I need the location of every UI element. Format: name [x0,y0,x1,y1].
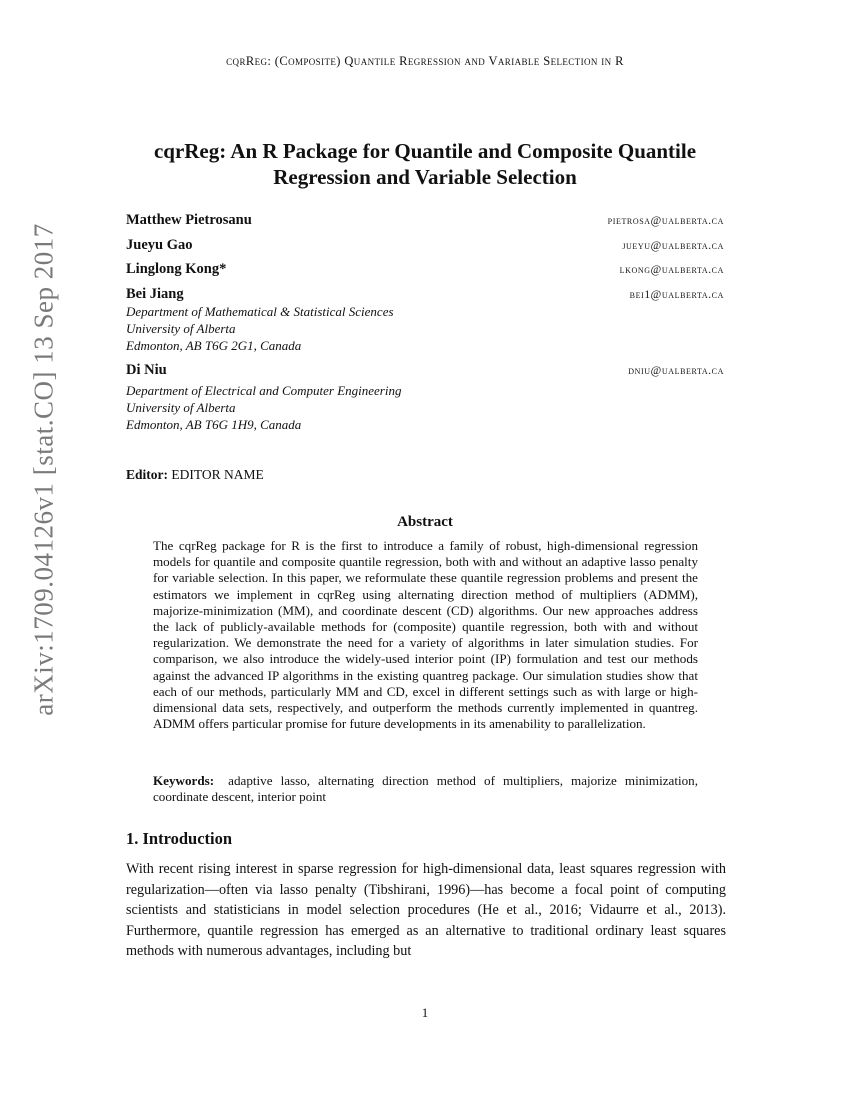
author-email[interactable]: bei1@ualberta.ca [629,289,724,301]
affiliation-department: Department of Electrical and Computer Engineering [126,383,402,398]
author-email[interactable]: jueyu@ualberta.ca [622,240,724,252]
affiliation-department: Department of Mathematical & Statistical Sciences [126,304,394,319]
author-email[interactable]: lkong@ualberta.ca [619,264,724,276]
abstract-text: The cqrReg package for R is the first to introduce a family of robust, high-dimensional regression models for quantile and composite quantile regression, both with and without an adaptive lasso penalty for variable selection. In this paper, we reformulate these quantile regression problems and present the estimators we implement in cqrReg using alternating direction method of multipliers (ADMM), majorize-minimization (MM), and coordinate descent (CD) algorithms. Our new approaches address the lack of publicly-available methods for (composite) quantile regression, both with and without regularization. We demonstrate the need for a variety of algorithms in later simulation studies. For comparison, we also introduce the widely-used interior point (IP) formulation and test our methods against the advanced IP algorithms in the existing quantreg package. Our simulation studies show that each of our methods, particularly MM and CD, excel in different settings such as with large or high-dimensional data sets, respectively, and outperform the methods currently implemented in quantreg. ADMM offers particular promise for future developments in its amenability to parallelization. [153,538,698,732]
author-name: Matthew Pietrosanu [126,212,252,228]
running-head: cqrReg: (Composite) Quantile Regression and Variable Selection in R [226,54,624,68]
affiliation-university: University of Alberta [126,321,236,336]
arxiv-stamp[interactable]: arXiv:1709.04126v1 [stat.CO] 13 Sep 2017 [28,223,59,716]
paper-title: cqrReg: An R Package for Quantile and Composite Quantile Regression and Variable Selection [153,139,697,189]
editor-label: Editor: [126,467,168,482]
author-name: Jueyu Gao [126,237,193,253]
editor-name: EDITOR NAME [171,467,264,482]
abstract-heading: Abstract [397,514,453,530]
author-name: Linglong Kong* [126,261,227,277]
section-heading: 1. Introduction [126,829,233,848]
author-name: Di Niu [126,362,167,378]
affiliation-block [126,382,401,433]
affiliation-university: University of Alberta [126,400,236,415]
editor-line [126,467,264,483]
page-number: 1 [421,1005,429,1020]
keywords-line [153,773,698,805]
affiliation-block [126,303,394,354]
affiliation-address: Edmonton, AB T6G 2G1, Canada [126,338,302,353]
intro-paragraph: With recent rising interest in sparse regression for high-dimensional data, least squares regression with regularization—often via lasso penalty (Tibshirani, 1996)—has become a focal point of computing scientists and statisticians in model selection procedures (He et al., 2016; Vidaurre et al., 2013). Furthermore, quantile regression has emerged as an alternative to traditional ordinary least squares methods with numerous advantages, including but [126,861,726,960]
author-email[interactable]: pietrosa@ualberta.ca [607,215,724,227]
author-name: Bei Jiang [126,286,184,302]
keywords-label: Keywords: [153,773,215,788]
author-email[interactable]: dniu@ualberta.ca [628,365,724,377]
keywords-text: adaptive lasso, alternating direction method of multipliers, majorize minimization, coordinate descent, interior point [153,773,698,805]
affiliation-address: Edmonton, AB T6G 1H9, Canada [126,417,302,432]
